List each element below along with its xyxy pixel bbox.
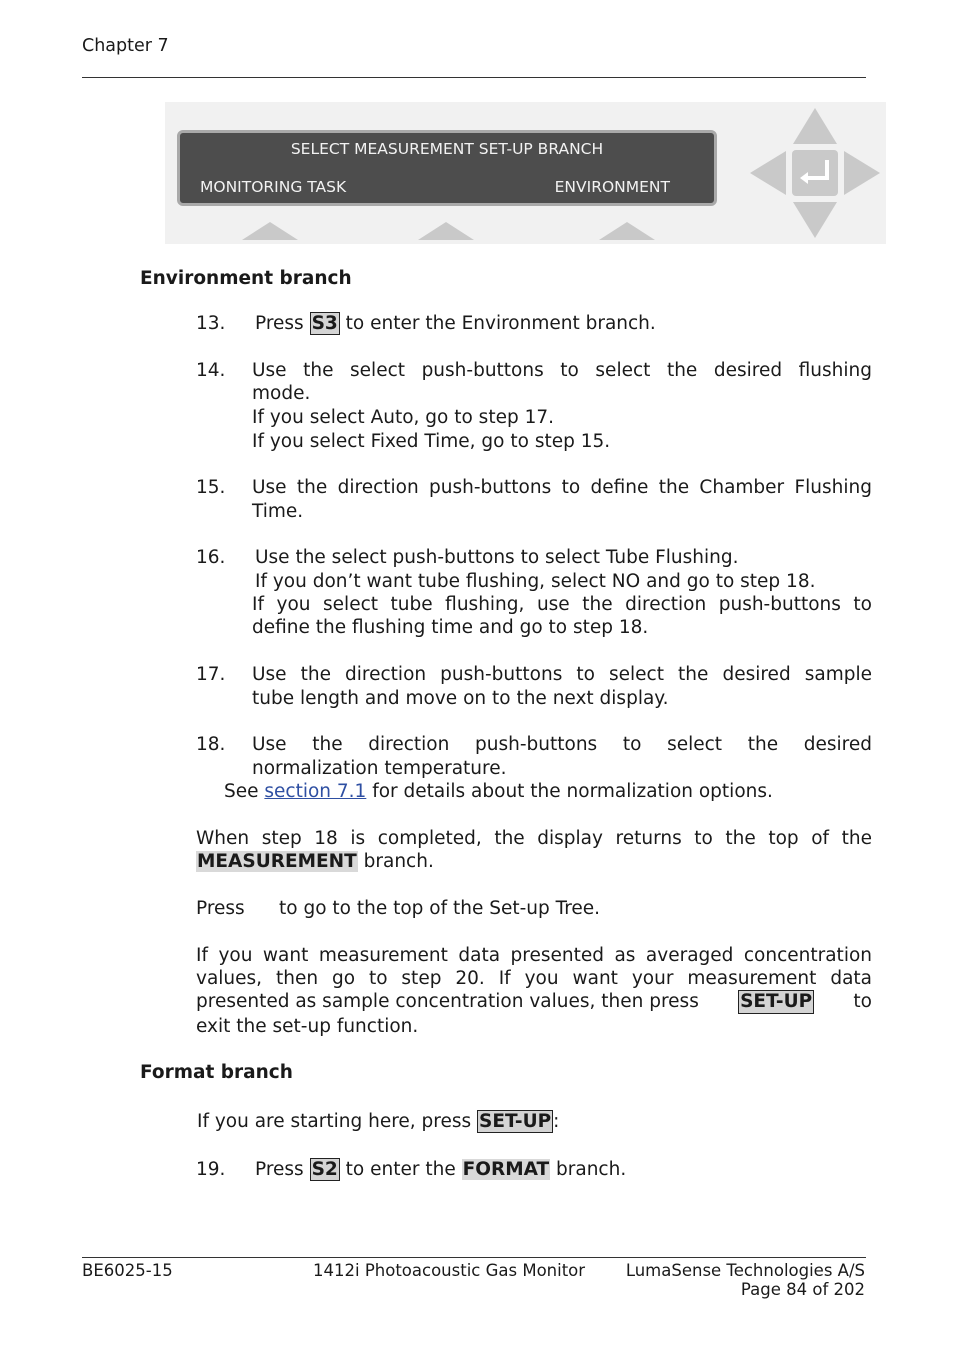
averaged-line-3: presented as sample concentration values, then press SET-UP to xyxy=(196,991,872,1012)
completion-line-2: MEASUREMENT branch. xyxy=(197,851,434,872)
step-17-line: tube length and move on to the next display. xyxy=(252,688,669,709)
footer-product: 1412i Photoacoustic Gas Monitor xyxy=(313,1261,586,1280)
format-label: FORMAT xyxy=(462,1159,550,1180)
step-number: 16. xyxy=(196,547,226,568)
lcd-screen xyxy=(177,130,717,206)
step-number: 19. xyxy=(196,1159,226,1180)
step-number: 18. xyxy=(196,734,226,755)
section-heading-format: Format branch xyxy=(140,1062,293,1083)
right-arrow-icon[interactable] xyxy=(844,151,880,195)
section-heading-environment: Environment branch xyxy=(140,268,352,289)
key-s3: S3 xyxy=(311,313,338,334)
footer-doc-number: BE6025-15 xyxy=(82,1261,173,1280)
header-rule xyxy=(82,77,866,78)
averaged-line: exit the set-up function. xyxy=(196,1016,419,1037)
footer-page-number: Page 84 of 202 xyxy=(740,1280,865,1299)
left-arrow-icon[interactable] xyxy=(750,151,786,195)
softkey-s1-icon[interactable] xyxy=(242,222,298,240)
step-number: 17. xyxy=(196,664,226,685)
step-14-line: If you select Fixed Time, go to step 15. xyxy=(252,431,611,452)
format-start-line: If you are starting here, press SET-UP : xyxy=(197,1111,560,1132)
step-18-see-line: See section 7.1 for details about the normalization options. xyxy=(224,781,773,802)
completion-line: When step 18 is completed, the display returns to the top of the xyxy=(196,828,872,849)
step-number: 15. xyxy=(196,477,226,498)
step-14-line: mode. xyxy=(252,383,311,404)
step-18-line: Use the direction push-buttons to select the desired xyxy=(252,734,872,755)
key-s2: S2 xyxy=(311,1159,338,1180)
section-7-1-link[interactable]: section 7.1 xyxy=(264,781,367,802)
averaged-line: values, then go to step 20. If you want your measurement data xyxy=(196,968,872,989)
step-18-line: normalization temperature. xyxy=(252,758,507,779)
softkey-s3-icon[interactable] xyxy=(599,222,655,240)
softkey-s2-icon[interactable] xyxy=(418,222,474,240)
step-13-text: Press S3 to enter the Environment branch. xyxy=(255,313,656,334)
direction-pad xyxy=(748,106,882,240)
lcd-line-title: SELECT MEASUREMENT SET-UP BRANCH xyxy=(290,140,604,158)
step-16-line: If you don’t want tube flushing, select NO and go to step 18. xyxy=(255,571,816,592)
step-15-line: Use the direction push-buttons to define the Chamber Flushing xyxy=(252,477,872,498)
averaged-line: If you want measurement data presented as averaged concentration xyxy=(196,945,872,966)
step-number: 14. xyxy=(196,360,226,381)
press-word: Press xyxy=(196,898,245,919)
footer-company: LumaSense Technologies A/S xyxy=(625,1261,865,1280)
down-arrow-icon[interactable] xyxy=(793,202,837,238)
step-19-text: Press S2 to enter the FORMAT branch. xyxy=(255,1159,627,1180)
key-set-up: SET-UP xyxy=(740,991,813,1012)
key-set-up: SET-UP xyxy=(479,1111,552,1132)
step-14-line: If you select Auto, go to step 17. xyxy=(252,407,554,428)
step-16-line: define the flushing time and go to step 18. xyxy=(252,617,649,638)
measurement-label: MEASUREMENT xyxy=(197,851,357,872)
up-arrow-icon[interactable] xyxy=(793,108,837,144)
step-14-line: Use the select push-buttons to select the desired flushing xyxy=(252,360,872,381)
step-16-line: If you select tube flushing, use the direction push-buttons to xyxy=(252,594,872,615)
lcd-option-right: ENVIRONMENT xyxy=(554,178,670,196)
enter-icon[interactable] xyxy=(792,150,838,196)
footer-rule xyxy=(82,1257,866,1258)
step-number: 13. xyxy=(196,313,226,334)
step-15-line: Time. xyxy=(252,501,304,522)
step-17-line: Use the direction push-buttons to select the desired sample xyxy=(252,664,872,685)
instrument-display-panel xyxy=(165,102,886,244)
chapter-header: Chapter 7 xyxy=(82,36,169,56)
lcd-option-left: MONITORING TASK xyxy=(200,178,347,196)
step-16-line: Use the select push-buttons to select Tube Flushing. xyxy=(255,547,739,568)
press-instruction: to go to the top of the Set-up Tree. xyxy=(279,898,601,919)
